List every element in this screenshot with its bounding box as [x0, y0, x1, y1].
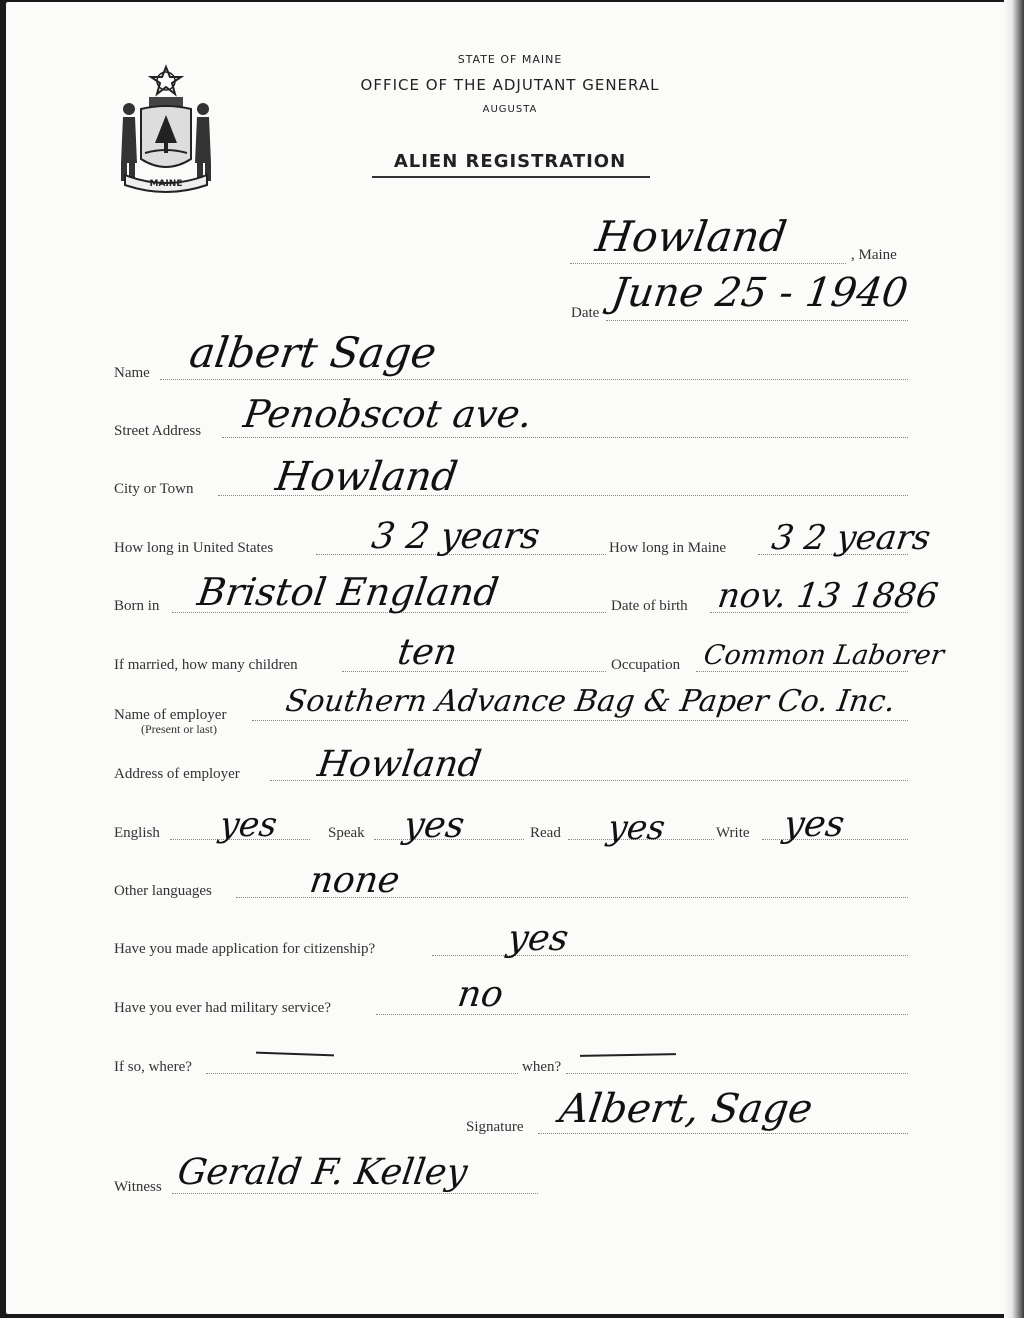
name-value: albert Sage	[186, 328, 440, 377]
dob-value: nov. 13 1886	[715, 576, 941, 616]
title-underline	[372, 176, 650, 178]
children-line	[342, 671, 606, 672]
employer-value: Southern Advance Bag & Paper Co. Inc.	[283, 684, 898, 719]
header-office: OFFICE OF THE ADJUTANT GENERAL	[360, 76, 660, 94]
scan-edge	[1004, 0, 1024, 1318]
read-value: yes	[605, 808, 668, 848]
speak-value: yes	[401, 805, 468, 846]
signature-line	[538, 1133, 908, 1134]
speak-label: Speak	[328, 825, 365, 841]
born-label: Born in	[114, 598, 160, 614]
witness-line	[172, 1193, 538, 1194]
other-languages-label: Other languages	[114, 883, 212, 899]
witness-label: Witness	[114, 1179, 162, 1195]
where-label: If so, where?	[114, 1059, 192, 1075]
write-value: yes	[781, 804, 848, 845]
form-title: ALIEN REGISTRATION	[393, 151, 627, 172]
maine-suffix: , Maine	[851, 247, 897, 263]
employer-line	[252, 720, 908, 721]
street-label: Street Address	[114, 423, 202, 439]
witness-value: Gerald F. Kelley	[175, 1152, 470, 1193]
town-value: Howland	[592, 212, 790, 261]
where-line	[206, 1073, 518, 1074]
town-line	[570, 263, 846, 264]
maine-label: How long in Maine	[609, 540, 727, 556]
street-line	[222, 437, 908, 438]
employer-address-label: Address of employer	[114, 766, 240, 782]
dob-label: Date of birth	[611, 598, 688, 614]
us-value: 3 2 years	[369, 516, 543, 557]
city-label: City or Town	[114, 481, 194, 497]
header-state: STATE OF MAINE	[457, 53, 563, 66]
name-line	[160, 379, 908, 380]
employer-sublabel: (Present or last)	[141, 722, 217, 736]
other-languages-value: none	[307, 860, 403, 901]
name-label: Name	[114, 365, 150, 381]
children-value: ten	[395, 632, 460, 673]
military-label: Have you ever had military service?	[114, 1000, 331, 1016]
english-value: yes	[217, 805, 280, 845]
date-line	[606, 320, 908, 321]
seal-label: MAINE	[149, 179, 183, 189]
children-label: If married, how many children	[114, 657, 298, 673]
citizenship-label: Have you made application for citizenship?	[114, 941, 376, 957]
read-label: Read	[530, 825, 561, 841]
born-value: Bristol England	[194, 570, 502, 614]
signature-value: Albert, Sage	[556, 1086, 816, 1132]
when-label: when?	[522, 1059, 562, 1075]
date-value: June 25 - 1940	[608, 270, 911, 316]
write-label: Write	[716, 825, 750, 841]
employer-label: Name of employer	[114, 707, 227, 723]
when-line	[566, 1073, 908, 1074]
occupation-line	[696, 671, 908, 672]
military-value: no	[455, 974, 506, 1015]
street-value: Penobscot ave.	[240, 392, 535, 436]
citizenship-line	[432, 955, 908, 956]
date-label: Date	[571, 305, 600, 321]
occupation-label: Occupation	[611, 657, 681, 673]
header-city: AUGUSTA	[482, 104, 538, 115]
city-value: Howland	[272, 454, 461, 500]
employer-address-value: Howland	[315, 744, 484, 785]
english-label: English	[114, 825, 160, 841]
citizenship-value: yes	[505, 918, 572, 959]
us-label: How long in United States	[114, 540, 274, 556]
occupation-value: Common Laborer	[701, 640, 946, 671]
signature-label: Signature	[466, 1119, 524, 1135]
maine-value: 3 2 years	[769, 518, 933, 558]
state-seal-icon	[111, 63, 221, 193]
